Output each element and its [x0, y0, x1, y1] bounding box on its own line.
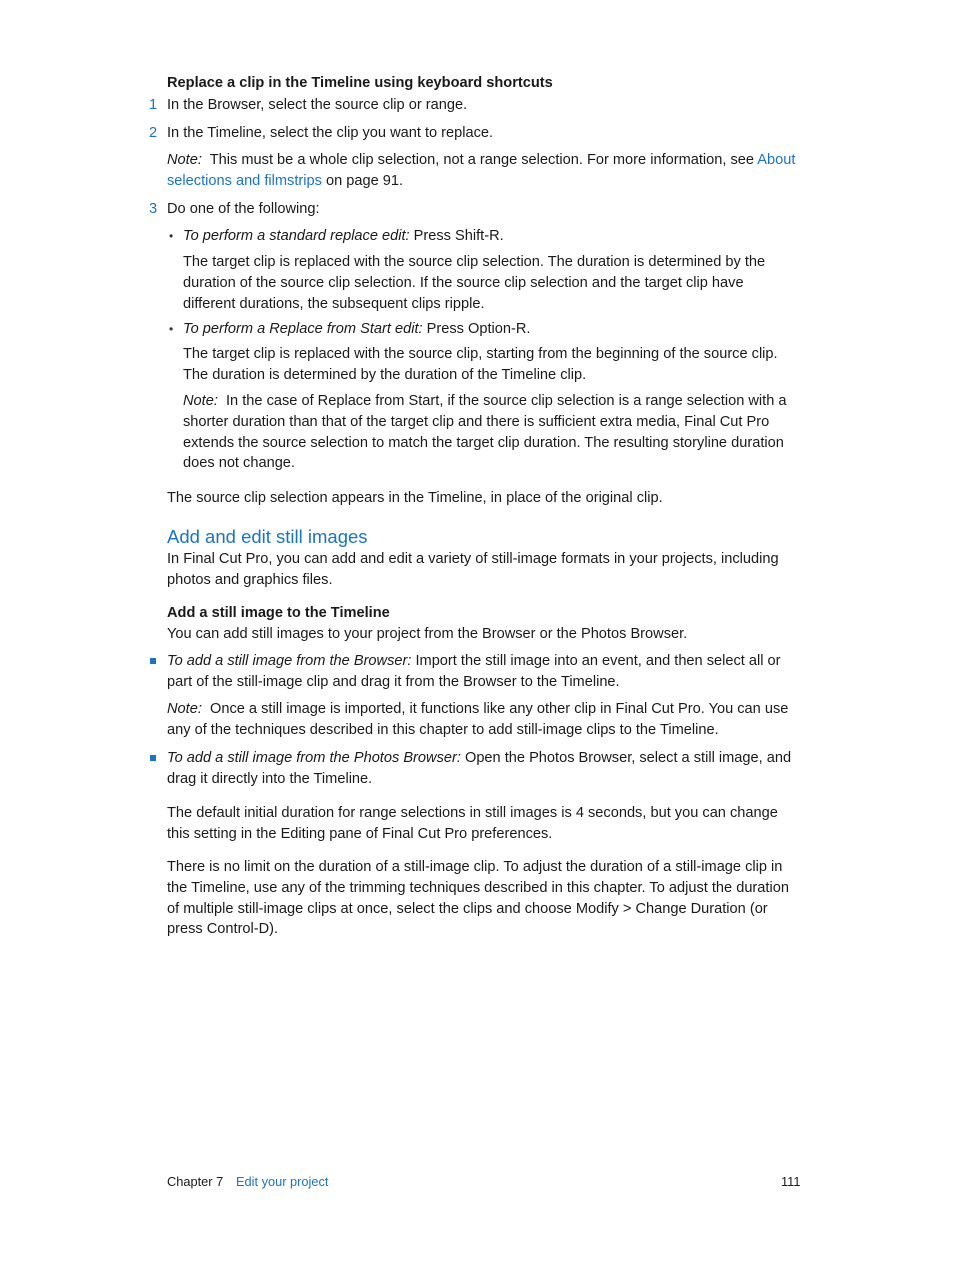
desc-line: The duration is determined by the duration of the Timeline clip. [183, 366, 587, 383]
step-text-2: In the Timeline, select the clip you want to replace. [167, 125, 494, 141]
intro-line: In Final Cut Pro, you can add and edit a variety of still-image formats in your projects, including [167, 551, 779, 567]
item-text: part of the still-image clip and drag it from the Browser to the Timeline. [167, 673, 620, 690]
item-text: Import the still image into an event, and then select all or [415, 653, 781, 669]
bullet-replace-description [183, 344, 823, 386]
note-line: any of the techniques described in this chapter to add still-image clips to the Timeline. [167, 721, 719, 738]
bullet-dot: • [169, 322, 174, 336]
note-text: This must be a whole clip selection, not a range selection. For more information, see [209, 152, 755, 168]
footer-chapter: Chapter 7 [167, 1174, 224, 1189]
square-bullet-icon [150, 658, 156, 664]
note-replace-from-start [183, 391, 823, 474]
step-number-1: 1 [149, 97, 158, 113]
note-line: extends the source selection to match the target clip duration. The resulting storyline duration [183, 434, 784, 451]
para-line: of multiple still-image clips at once, select the clips and choose Modify > Change Duration (or [167, 900, 768, 917]
note-line: does not change. [183, 455, 295, 472]
item-text: drag it directly into the Timeline. [167, 770, 373, 787]
para-line: The default initial duration for range selections in still images is 4 seconds, but you can change [167, 805, 778, 821]
square-bullet-icon [150, 755, 156, 761]
step-text-1: In the Browser, select the source clip or range. [167, 97, 468, 113]
bullet-standard-replace [183, 226, 504, 247]
subheading-intro: You can add still images to your project from the Browser or the Photos Browser. [167, 626, 688, 642]
link-about-selections-line2[interactable]: selections and filmstrips [167, 172, 322, 189]
bullet-italic-label: To perform a Replace from Start edit: [183, 321, 423, 337]
note-label: Note: [167, 701, 202, 717]
paragraph-default-duration [167, 803, 807, 845]
bullet-italic-label: To perform a standard replace edit: [183, 228, 410, 244]
item-from-browser [167, 651, 807, 693]
note-imported-still [167, 699, 807, 741]
step-text-3: Do one of the following: [167, 201, 320, 217]
desc-line: The target clip is replaced with the source clip, starting from the beginning of the source clip. [183, 346, 778, 362]
para-line: press Control-D). [167, 921, 279, 938]
bullet-shortcut: Press Option-R. [426, 321, 531, 337]
item-italic-label: To add a still image from the Photos Browser: [167, 750, 461, 766]
note-label: Note: [183, 393, 218, 409]
section-title: Add and edit still images [167, 526, 368, 547]
desc-line: duration of the source clip selection. If the source clip selection and the target clip have [183, 274, 744, 291]
intro-line: photos and graphics files. [167, 571, 333, 588]
task-heading: Replace a clip in the Timeline using keyboard shortcuts [167, 75, 553, 91]
closing-paragraph: The source clip selection appears in the Timeline, in place of the original clip. [167, 490, 663, 506]
bullet-replace-from-start [183, 319, 530, 340]
note-label: Note: [167, 152, 202, 168]
desc-line: different durations, the subsequent clips ripple. [183, 295, 485, 312]
step-number-3: 3 [149, 201, 158, 217]
footer-chapter-link[interactable]: Edit your project [236, 1174, 329, 1189]
para-line: the Timeline, use any of the trimming techniques described in this chapter. To adjust the duration [167, 879, 789, 896]
subheading: Add a still image to the Timeline [167, 605, 390, 621]
bullet-standard-description [183, 252, 823, 314]
para-line: this setting in the Editing pane of Final Cut Pro preferences. [167, 825, 553, 842]
section-intro [167, 549, 807, 591]
bullet-dot: • [169, 229, 174, 243]
link-about-selections-line1[interactable]: About [757, 152, 796, 168]
bullet-shortcut: Press Shift-R. [413, 228, 504, 244]
note-line: shorter duration than that of the target clip and there is sufficient extra media, Final Cut Pro [183, 413, 770, 430]
paragraph-no-limit [167, 857, 807, 940]
item-from-photos-browser [167, 748, 807, 790]
note-page-ref: on page 91. [325, 172, 404, 189]
note-line: Once a still image is imported, it functions like any other clip in Final Cut Pro. You can use [210, 701, 789, 717]
item-italic-label: To add a still image from the Browser: [167, 653, 412, 669]
step-number-2: 2 [149, 125, 158, 141]
footer-page-number: 111 [781, 1174, 801, 1189]
note-line: In the case of Replace from Start, if the source clip selection is a range selection with a [226, 393, 787, 409]
desc-line: The target clip is replaced with the source clip selection. The duration is determined by the [183, 254, 766, 270]
note-whole-clip [167, 150, 807, 192]
para-line: There is no limit on the duration of a still-image clip. To adjust the duration of a still-image clip in [167, 859, 783, 875]
item-text: Open the Photos Browser, select a still image, and [464, 750, 792, 766]
